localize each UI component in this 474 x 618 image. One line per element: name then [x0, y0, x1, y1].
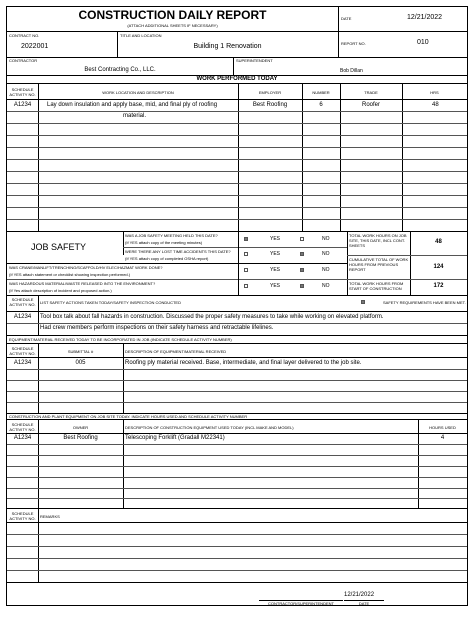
work-col-hrs: HRS: [430, 90, 439, 95]
total-start-label: TOTAL WORK HOURS FROM START OF CONSTRUCTION: [349, 281, 404, 291]
q4-no-checkbox[interactable]: [300, 284, 304, 288]
q3-yes-checkbox[interactable]: [244, 268, 248, 272]
total-today-field[interactable]: 48: [435, 239, 442, 245]
footer-date-label: DATE: [358, 601, 370, 606]
work-number-cell[interactable]: 6: [319, 102, 323, 108]
q4-yes-label: YES: [270, 283, 281, 289]
q4-yes-checkbox[interactable]: [244, 284, 248, 288]
received-col-submittal: SUBMITTAL #: [67, 349, 94, 354]
q2-no-label: NO: [322, 251, 330, 257]
safety-q1-note: (If YES attach copy of the meeting minutes): [125, 240, 203, 245]
title-location-label: TITLE AND LOCATION: [120, 33, 162, 38]
safety-q3-note: (If YES attach statement or checklist showing inspection performed.): [9, 272, 131, 277]
q4-no-label: NO: [322, 283, 330, 289]
safety-q4-note: (If Yes attach description of incident and proposed action.): [9, 288, 112, 293]
work-col-trade: TRADE: [364, 90, 378, 95]
contract-no-field[interactable]: 2022001: [21, 43, 49, 50]
work-section-title: WORK PERFORMED TODAY: [196, 76, 278, 82]
superintendent-label: SUPERINTENDENT: [236, 58, 273, 63]
onsite-description-cell[interactable]: Telescoping Forklift (Gradall M22341): [125, 435, 225, 441]
safety-q2-note: (If YES attach copy of completed OSHA report): [125, 256, 209, 261]
contract-no-label: CONTRACT NO.: [9, 33, 40, 38]
title-location-field[interactable]: Building 1 Renovation: [193, 43, 262, 50]
onsite-col-activity: SCHEDULE ACTIVITY NO.: [9, 422, 36, 432]
report-subtitle: (ATTACH ADDITIONAL SHEETS IF NECESSARY): [127, 23, 218, 28]
report-no-field[interactable]: 010: [417, 39, 429, 46]
onsite-hours-cell[interactable]: 4: [440, 435, 445, 441]
onsite-col-description: DESCRIPTION OF CONSTRUCTION EQUIPMENT USED TODAY (INCL MAKE AND MODEL): [125, 425, 294, 430]
footer-date-field[interactable]: 12/21/2022: [344, 592, 375, 598]
onsite-col-hours: HOURS USED: [429, 425, 456, 430]
work-activity-cell[interactable]: A1234: [13, 102, 32, 108]
received-activity-cell[interactable]: A1234: [13, 360, 32, 366]
signature-label: CONTRACTOR/SUPERINTENDENT: [268, 601, 334, 606]
work-col-employer: EMPLOYER: [258, 90, 282, 95]
received-section-label: EQUIPMENT/MATERIAL RECEIVED TODAY TO BE INCORPORATED IN JOB (INDICATE SCHEDULE ACTIVITY NUMBER): [9, 337, 232, 342]
received-description-cell[interactable]: Roofing ply material received. Base, intermediate, and final layer delivered to the job site.: [125, 360, 362, 366]
work-trade-cell[interactable]: Roofer: [361, 102, 380, 108]
q3-no-checkbox[interactable]: [300, 268, 304, 272]
report-title: CONSTRUCTION DAILY REPORT: [78, 8, 267, 22]
remarks-col-label: REMARKS: [40, 514, 60, 519]
work-col-number: NUMBER: [312, 90, 330, 95]
total-today-label: TOTAL WORK HOURS ON JOB SITE, THIS DATE, INCL CONT. SHEETS: [349, 233, 407, 248]
received-col-activity: SCHEDULE ACTIVITY NO.: [9, 346, 36, 356]
work-hrs-cell[interactable]: 48: [432, 102, 439, 108]
date-field[interactable]: 12/21/2022: [407, 14, 443, 21]
action-line1[interactable]: Tool box talk about fall hazards in construction. Discussed the proper safety measures to take while working on elevated platform.: [40, 314, 384, 320]
report-no-label: REPORT NO.: [341, 41, 366, 46]
superintendent-field[interactable]: Bob Dillan: [340, 68, 363, 74]
contractor-field[interactable]: Best Contracting Co., LLC.: [84, 67, 156, 73]
work-col-activity: SCHEDULE ACTIVITY NO.: [9, 87, 36, 97]
work-description-line2[interactable]: material.: [123, 113, 147, 119]
onsite-col-owner: OWNER: [72, 425, 89, 430]
work-description-line1[interactable]: Lay down insulation and apply base, mid, and final ply of roofing: [47, 102, 218, 108]
total-start-field[interactable]: 172: [433, 283, 444, 289]
q1-no-label: NO: [322, 236, 330, 242]
remarks-col-activity: SCHEDULE ACTIVITY NO.: [9, 511, 36, 521]
q3-yes-label: YES: [270, 267, 281, 273]
daily-report-form: [6, 6, 468, 606]
cumulative-field[interactable]: 124: [433, 264, 444, 270]
date-label: DATE: [341, 16, 352, 21]
work-col-location: WORK LOCATION AND DESCRIPTION: [102, 90, 174, 95]
q1-no-checkbox[interactable]: [300, 237, 304, 241]
contractor-label: CONTRACTOR: [9, 58, 38, 63]
onsite-activity-cell[interactable]: A1234: [13, 435, 32, 441]
work-employer-cell[interactable]: Best Roofing: [252, 102, 288, 108]
received-submittal-cell[interactable]: 005: [75, 360, 86, 366]
safety-q3: WAS CRANE/MANLIFT/TRENCHING/SCAFFOLD/HV ELEC/HAZMAT WORK DONE?: [9, 265, 163, 270]
requirements-met-checkbox[interactable]: [361, 300, 365, 304]
safety-q1: WAS A JOB SAFETY MEETING HELD THIS DATE?: [125, 233, 218, 238]
requirements-met-label: SAFETY REQUIREMENTS HAVE BEEN MET.: [383, 300, 466, 305]
actions-label: LIST SAFETY ACTIONS TAKEN TODAY/SAFETY INSPECTION CONDUCTED: [40, 300, 181, 305]
q2-yes-label: YES: [270, 251, 281, 257]
q1-yes-checkbox[interactable]: [244, 237, 248, 241]
onsite-owner-cell[interactable]: Best Roofing: [63, 435, 98, 441]
q2-no-checkbox[interactable]: [300, 252, 304, 256]
q2-yes-checkbox[interactable]: [244, 252, 248, 256]
q1-yes-label: YES: [270, 236, 281, 242]
action-activity-cell[interactable]: A1234: [13, 314, 32, 320]
cumulative-label: CUMULATIVE TOTAL OF WORK HOURS FROM PREVIOUS REPORT: [349, 257, 409, 272]
onsite-section-label: CONSTRUCTION AND PLANT EQUIPMENT ON JOB SITE TODAY. INDICATE HOURS USED AND SCHEDULE ACTIVITY NUMBER: [9, 414, 248, 419]
q3-no-label: NO: [322, 267, 330, 273]
safety-q2: WERE THERE ANY LOST TIME ACCIDENTS THIS DATE?: [125, 249, 231, 254]
action-line2[interactable]: Had crew members perform inspections on their safety harness and retractable lifelines.: [40, 325, 274, 331]
job-safety-title: JOB SAFETY: [31, 242, 87, 252]
safety-q4: WAS HAZARDOUS MATERIAL/WASTE RELEASED INTO THE ENVIRONMENT?: [9, 281, 156, 286]
received-col-description: DESCRIPTION OF EQUIPMENT/MATERIAL RECEIVED: [125, 349, 227, 354]
actions-activity-label: SCHEDULE ACTIVITY NO.: [9, 297, 36, 307]
